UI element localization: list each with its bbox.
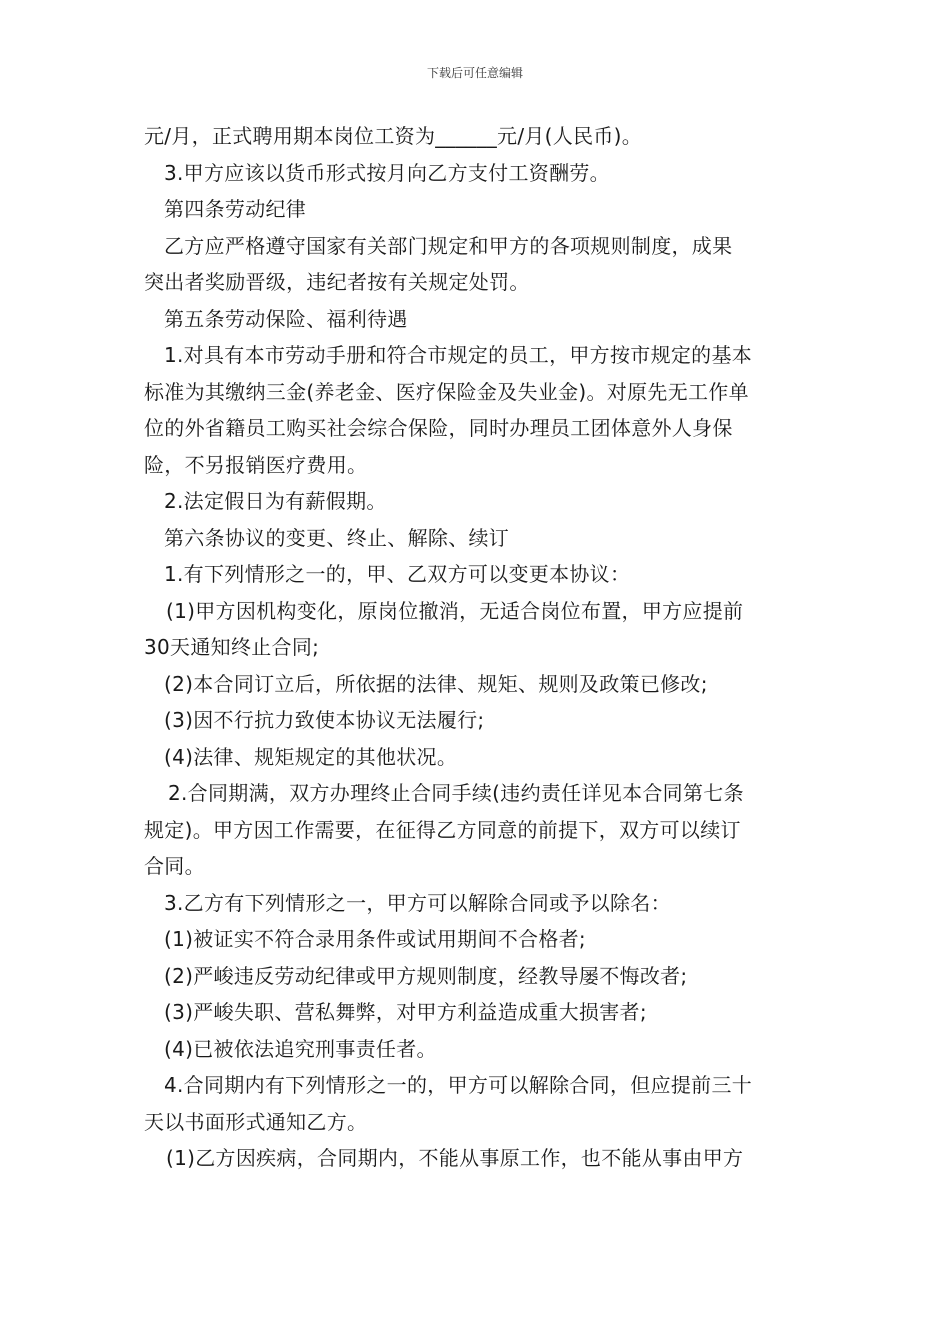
text-line: 规定)。甲方因工作需要，在征得乙方同意的前提下，双方可以续订 [144,817,741,842]
text-line: 位的外省籍员工购买社会综合保险，同时办理员工团体意外人身保 [144,416,733,440]
text-line: 4.合同期内有下列情形之一的，甲方可以解除合同，但应提前三十 [164,1073,753,1097]
text-line: 30天通知终止合同; [144,635,320,659]
section-heading: 第六条协议的变更、终止、解除、续订 [164,525,510,550]
text-line: (2)严峻违反劳动纪律或甲方规则制度，经教导屡不悔改者; [164,963,688,988]
text-line: (2)本合同订立后，所依据的法律、规矩、规则及政策已修改; [164,671,708,696]
text-line: 天以书面形式通知乙方。 [144,1109,368,1134]
text-line: 2.法定假日为有薪假期。 [164,489,387,513]
text-line: (1)甲方因机构变化，原岗位撤消，无适合岗位布置，甲方应提前 [166,598,744,623]
text-line: 3.甲方应该以货币形式按月向乙方支付工资酬劳。 [164,160,610,185]
text-line: 2.合同期满，双方办理终止合同手续(违约责任详见本合同第七条 [168,781,744,805]
text-line: (3)因不行抗力致使本协议无法履行; [164,708,485,732]
text-line: (3)严峻失职、营私舞弊，对甲方利益造成重大损害者; [164,1000,647,1024]
section-heading: 第五条劳动保险、福利待遇 [164,306,408,331]
text-line: 险，不另报销医疗费用。 [144,452,368,477]
document-body [144,118,810,1177]
text-line: 乙方应严格遵守国家有关部门规定和甲方的各项规则制度，成果 [164,233,733,258]
text-line: 1.有下列情形之一的，甲、乙双方可以变更本协议： [164,562,631,586]
text-line: 突出者奖励晋级，违纪者按有关规定处罚。 [144,270,530,294]
section-heading: 第四条劳动纪律 [164,197,307,221]
text-line: (1)乙方因疾病，合同期内，不能从事原工作，也不能从事由甲方 [166,1146,744,1170]
text-line: 标准为其缴纳三金(养老金、医疗保险金及失业金)。对原先无工作单 [144,379,749,404]
text-line: 1.对具有本市劳动手册和符合市规定的员工，甲方按市规定的基本 [164,343,753,367]
text-line: 3.乙方有下列情形之一，甲方可以解除合同或予以除名： [164,890,671,915]
text-line: 元/月，正式聘用期本岗位工资为______元/月(人民币)。 [144,124,643,148]
page-header-note: 下载后可任意编辑 [426,66,523,80]
text-line: (4)已被依法追究刑事责任者。 [164,1036,437,1061]
text-line: 合同。 [144,854,205,878]
text-line: (4)法律、规矩规定的其他状况。 [164,744,458,769]
text-line: (1)被证实不符合录用条件或试用期间不合格者; [164,927,586,951]
